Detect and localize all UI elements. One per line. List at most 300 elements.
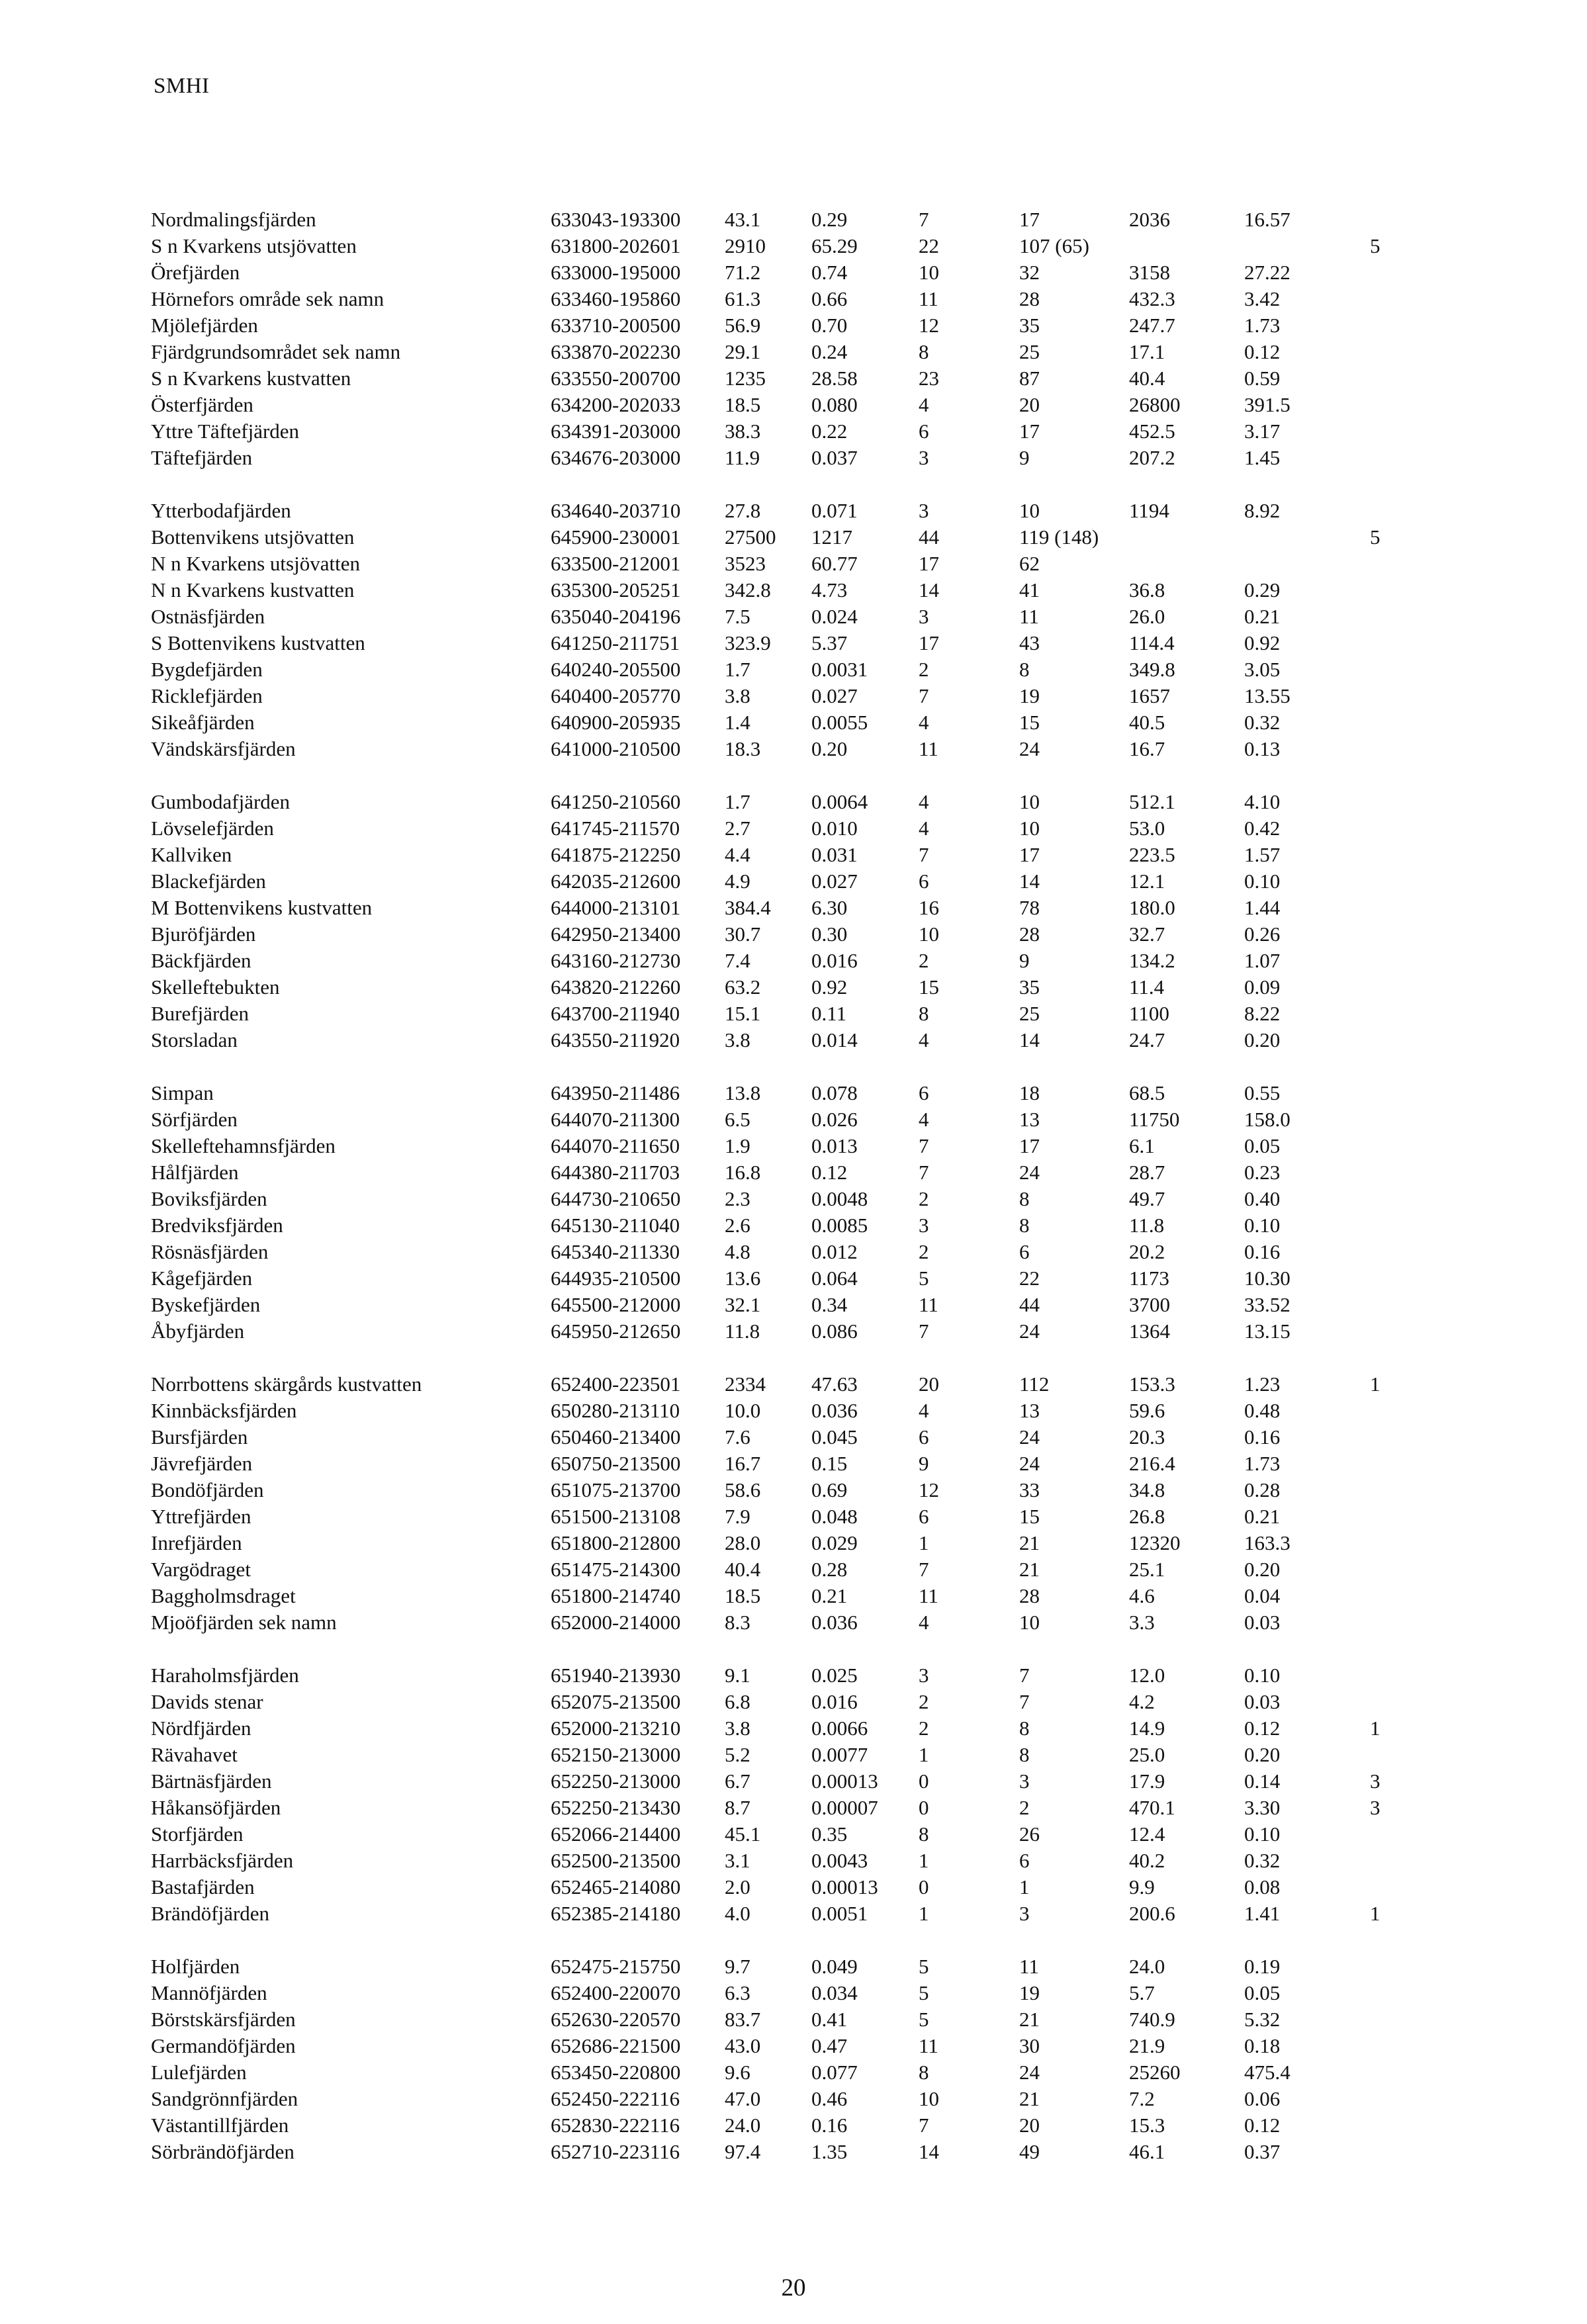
value-d-cell: 87 [1019, 367, 1040, 390]
table-row [0, 1848, 1587, 1874]
coordinate-code-cell: 652475-215750 [551, 1955, 681, 1978]
value-c-cell: 7 [919, 2114, 929, 2137]
value-e-cell: 180.0 [1129, 896, 1175, 919]
value-a-cell: 32.1 [725, 1293, 761, 1316]
value-b-cell: 0.037 [811, 446, 858, 469]
coordinate-code-cell: 645500-212000 [551, 1293, 681, 1316]
value-e-cell: 24.7 [1129, 1028, 1165, 1051]
water-name-cell: Sörfjärden [151, 1108, 238, 1131]
value-c-cell: 16 [919, 896, 939, 919]
value-f-cell: 0.10 [1244, 870, 1281, 893]
value-c-cell: 11 [919, 1293, 938, 1316]
value-d-cell: 10 [1019, 1611, 1040, 1634]
value-e-cell: 34.8 [1129, 1478, 1165, 1501]
water-name-cell: Börstskärsfjärden [151, 2008, 296, 2031]
table-row [0, 1265, 1587, 1292]
value-d-cell: 3 [1019, 1902, 1030, 1925]
value-b-cell: 0.70 [811, 314, 848, 337]
value-f-cell: 10.30 [1244, 1267, 1291, 1290]
value-a-cell: 18.5 [725, 393, 761, 416]
value-f-cell: 1.73 [1244, 1452, 1281, 1475]
value-a-cell: 16.7 [725, 1452, 761, 1475]
value-e-cell: 247.7 [1129, 314, 1175, 337]
value-c-cell: 8 [919, 1822, 929, 1846]
water-name-cell: Örefjärden [151, 261, 240, 284]
value-f-cell: 391.5 [1244, 393, 1291, 416]
coordinate-code-cell: 645900-230001 [551, 525, 681, 549]
value-d-cell: 9 [1019, 949, 1030, 972]
value-d-cell: 24 [1019, 1319, 1040, 1343]
water-name-cell: Brändöfjärden [151, 1902, 270, 1925]
value-f-cell: 0.12 [1244, 340, 1281, 363]
coordinate-code-cell: 634640-203710 [551, 499, 681, 522]
table-row [0, 1186, 1587, 1212]
coordinate-code-cell: 652686-221500 [551, 2034, 681, 2057]
value-b-cell: 0.012 [811, 1240, 858, 1263]
value-d-cell: 21 [1019, 1531, 1040, 1554]
value-e-cell: 6.1 [1129, 1134, 1155, 1157]
value-b-cell: 0.00007 [811, 1796, 878, 1819]
value-b-cell: 0.016 [811, 949, 858, 972]
table-row [0, 1953, 1587, 1980]
value-d-cell: 15 [1019, 711, 1040, 734]
coordinate-code-cell: 652385-214180 [551, 1902, 681, 1925]
value-b-cell: 0.024 [811, 605, 858, 628]
value-a-cell: 3523 [725, 552, 766, 575]
coordinate-code-cell: 641250-211751 [551, 631, 680, 654]
value-b-cell: 0.014 [811, 1028, 858, 1051]
table-row [0, 339, 1587, 365]
value-b-cell: 1.35 [811, 2140, 848, 2163]
coordinate-code-cell: 634676-203000 [551, 446, 681, 469]
coordinate-code-cell: 651075-213700 [551, 1478, 681, 1501]
coordinate-code-cell: 651800-212800 [551, 1531, 681, 1554]
coordinate-code-cell: 635300-205251 [551, 578, 681, 602]
value-e-cell: 12.1 [1129, 870, 1165, 893]
value-c-cell: 3 [919, 605, 929, 628]
value-c-cell: 7 [919, 1558, 929, 1581]
water-name-cell: Davids stenar [151, 1690, 263, 1713]
value-e-cell: 200.6 [1129, 1902, 1175, 1925]
table-group [0, 1371, 1587, 1636]
value-e-cell: 28.7 [1129, 1161, 1165, 1184]
coordinate-code-cell: 635040-204196 [551, 605, 681, 628]
water-name-cell: Kallviken [151, 843, 232, 866]
table-row [0, 1662, 1587, 1689]
water-name-cell: Sikeåfjärden [151, 711, 255, 734]
table-row [0, 2059, 1587, 2086]
value-a-cell: 63.2 [725, 975, 761, 999]
coordinate-code-cell: 645950-212650 [551, 1319, 681, 1343]
coordinate-code-cell: 640900-205935 [551, 711, 681, 734]
value-b-cell: 60.77 [811, 552, 858, 575]
value-e-cell: 40.4 [1129, 367, 1165, 390]
value-b-cell: 0.078 [811, 1081, 858, 1104]
value-c-cell: 4 [919, 1611, 929, 1634]
value-f-cell: 33.52 [1244, 1293, 1291, 1316]
value-e-cell: 12320 [1129, 1531, 1181, 1554]
value-e-cell: 432.3 [1129, 287, 1175, 310]
value-f-cell: 0.12 [1244, 1717, 1281, 1740]
value-f-cell: 0.55 [1244, 1081, 1281, 1104]
value-e-cell: 512.1 [1129, 790, 1175, 813]
water-name-cell: Rösnäsfjärden [151, 1240, 269, 1263]
value-a-cell: 2.0 [725, 1875, 750, 1899]
coordinate-code-cell: 633710-200500 [551, 314, 681, 337]
value-a-cell: 18.5 [725, 1584, 761, 1607]
coordinate-code-cell: 652150-213000 [551, 1743, 681, 1766]
table-row [0, 630, 1587, 656]
coordinate-code-cell: 643820-212260 [551, 975, 681, 999]
value-c-cell: 10 [919, 261, 939, 284]
value-e-cell: 134.2 [1129, 949, 1175, 972]
table-row [0, 1689, 1587, 1715]
coordinate-code-cell: 650460-213400 [551, 1425, 681, 1449]
page-number: 20 [781, 2274, 806, 2302]
coordinate-code-cell: 652830-222116 [551, 2114, 680, 2137]
value-a-cell: 16.8 [725, 1161, 761, 1184]
value-a-cell: 9.7 [725, 1955, 750, 1978]
value-f-cell: 1.44 [1244, 896, 1281, 919]
value-f-cell: 1.45 [1244, 446, 1281, 469]
value-b-cell: 0.30 [811, 922, 848, 946]
value-e-cell: 114.4 [1129, 631, 1175, 654]
value-d-cell: 78 [1019, 896, 1040, 919]
value-c-cell: 12 [919, 314, 939, 337]
value-a-cell: 83.7 [725, 2008, 761, 2031]
value-d-cell: 8 [1019, 1214, 1030, 1237]
value-d-cell: 19 [1019, 684, 1040, 707]
table-row [0, 259, 1587, 286]
value-c-cell: 2 [919, 658, 929, 681]
value-a-cell: 47.0 [725, 2087, 761, 2110]
value-b-cell: 0.00013 [811, 1769, 878, 1793]
value-b-cell: 0.12 [811, 1161, 848, 1184]
value-d-cell: 62 [1019, 552, 1040, 575]
value-b-cell: 0.010 [811, 817, 858, 840]
value-c-cell: 0 [919, 1796, 929, 1819]
table-row [0, 1027, 1587, 1053]
value-e-cell: 25260 [1129, 2061, 1181, 2084]
value-b-cell: 5.37 [811, 631, 848, 654]
value-d-cell: 17 [1019, 1134, 1040, 1157]
water-name-cell: Ostnäsfjärden [151, 605, 265, 628]
value-d-cell: 24 [1019, 1452, 1040, 1475]
value-a-cell: 45.1 [725, 1822, 761, 1846]
water-name-cell: Bärtnäsfjärden [151, 1769, 272, 1793]
value-c-cell: 6 [919, 1425, 929, 1449]
value-c-cell: 2 [919, 1240, 929, 1263]
table-row [0, 1503, 1587, 1530]
value-f-cell: 3.05 [1244, 658, 1281, 681]
table-row [0, 1556, 1587, 1583]
water-name-cell: Haraholmsfjärden [151, 1664, 299, 1687]
value-e-cell: 1194 [1129, 499, 1169, 522]
table-row [0, 1768, 1587, 1795]
value-e-cell: 20.2 [1129, 1240, 1165, 1263]
value-b-cell: 0.0064 [811, 790, 868, 813]
value-d-cell: 22 [1019, 1267, 1040, 1290]
value-c-cell: 1 [919, 1531, 929, 1554]
value-c-cell: 7 [919, 1134, 929, 1157]
value-a-cell: 384.4 [725, 896, 771, 919]
value-d-cell: 20 [1019, 2114, 1040, 2137]
table-row [0, 2086, 1587, 2112]
coordinate-code-cell: 641875-212250 [551, 843, 681, 866]
value-b-cell: 0.0077 [811, 1743, 868, 1766]
value-f-cell: 0.10 [1244, 1822, 1281, 1846]
value-c-cell: 12 [919, 1478, 939, 1501]
value-f-cell: 0.13 [1244, 737, 1281, 760]
water-name-cell: Täftefjärden [151, 446, 253, 469]
table-row [0, 392, 1587, 418]
coordinate-code-cell: 634391-203000 [551, 420, 681, 443]
water-name-cell: Lövselefjärden [151, 817, 274, 840]
water-name-cell: Lulefjärden [151, 2061, 247, 2084]
water-name-cell: Boviksfjärden [151, 1187, 267, 1210]
value-b-cell: 4.73 [811, 578, 848, 602]
table-row [0, 1715, 1587, 1742]
coordinate-code-cell: 641000-210500 [551, 737, 681, 760]
table-row [0, 1212, 1587, 1239]
coordinate-code-cell: 645340-211330 [551, 1240, 680, 1263]
water-name-cell: Hörnefors område sek namn [151, 287, 385, 310]
value-e-cell: 68.5 [1129, 1081, 1165, 1104]
value-a-cell: 5.2 [725, 1743, 750, 1766]
value-d-cell: 10 [1019, 499, 1040, 522]
coordinate-code-cell: 651475-214300 [551, 1558, 681, 1581]
value-a-cell: 8.3 [725, 1611, 750, 1634]
table-row [0, 1821, 1587, 1848]
value-e-cell: 24.0 [1129, 1955, 1165, 1978]
value-c-cell: 10 [919, 922, 939, 946]
value-f-cell: 0.23 [1244, 1161, 1281, 1184]
value-f-cell: 0.21 [1244, 605, 1281, 628]
value-b-cell: 0.086 [811, 1319, 858, 1343]
table-row [0, 1451, 1587, 1477]
water-name-cell: Österfjärden [151, 393, 253, 416]
value-f-cell: 1.07 [1244, 949, 1281, 972]
value-a-cell: 43.0 [725, 2034, 761, 2057]
table-group [0, 1080, 1587, 1345]
coordinate-code-cell: 644070-211650 [551, 1134, 680, 1157]
value-d-cell: 18 [1019, 1081, 1040, 1104]
value-a-cell: 58.6 [725, 1478, 761, 1501]
coordinate-code-cell: 640400-205770 [551, 684, 681, 707]
coordinate-code-cell: 644000-213101 [551, 896, 681, 919]
value-c-cell: 2 [919, 1187, 929, 1210]
value-c-cell: 4 [919, 1108, 929, 1131]
value-a-cell: 43.1 [725, 208, 761, 231]
value-a-cell: 4.9 [725, 870, 750, 893]
table-row [0, 948, 1587, 974]
coordinate-code-cell: 640240-205500 [551, 658, 681, 681]
value-e-cell: 3158 [1129, 261, 1170, 284]
value-d-cell: 20 [1019, 393, 1040, 416]
value-a-cell: 8.7 [725, 1796, 750, 1819]
water-name-cell: S n Kvarkens kustvatten [151, 367, 351, 390]
water-name-cell: S n Kvarkens utsjövatten [151, 234, 357, 257]
value-f-cell: 0.59 [1244, 367, 1281, 390]
value-f-cell: 0.03 [1244, 1690, 1281, 1713]
value-d-cell: 15 [1019, 1505, 1040, 1528]
value-e-cell: 59.6 [1129, 1399, 1165, 1422]
value-f-cell: 0.21 [1244, 1505, 1281, 1528]
value-d-cell: 17 [1019, 420, 1040, 443]
value-f-cell: 0.18 [1244, 2034, 1281, 2057]
value-d-cell: 7 [1019, 1690, 1030, 1713]
coordinate-code-cell: 652000-214000 [551, 1611, 681, 1634]
value-b-cell: 0.045 [811, 1425, 858, 1449]
water-name-cell: Bursfjärden [151, 1425, 248, 1449]
note-value-cell: 5 [1370, 525, 1381, 549]
coordinate-code-cell: 652465-214080 [551, 1875, 681, 1899]
coordinate-code-cell: 652400-220070 [551, 1981, 681, 2004]
table-row [0, 2033, 1587, 2059]
water-name-cell: Bondöfjärden [151, 1478, 264, 1501]
value-e-cell: 32.7 [1129, 922, 1165, 946]
table-row [0, 498, 1587, 524]
value-e-cell: 26.8 [1129, 1505, 1165, 1528]
value-d-cell: 17 [1019, 843, 1040, 866]
table-row [0, 365, 1587, 392]
water-name-cell: Byskefjärden [151, 1293, 261, 1316]
value-a-cell: 7.5 [725, 605, 750, 628]
value-e-cell: 49.7 [1129, 1187, 1165, 1210]
value-a-cell: 4.0 [725, 1902, 750, 1925]
value-a-cell: 11.8 [725, 1319, 760, 1343]
value-f-cell: 0.03 [1244, 1611, 1281, 1634]
value-c-cell: 3 [919, 1214, 929, 1237]
value-b-cell: 0.0051 [811, 1902, 868, 1925]
value-e-cell: 11.4 [1129, 975, 1165, 999]
value-d-cell: 11 [1019, 605, 1039, 628]
value-d-cell: 9 [1019, 446, 1030, 469]
value-d-cell: 21 [1019, 1558, 1040, 1581]
value-c-cell: 1 [919, 1902, 929, 1925]
value-a-cell: 30.7 [725, 922, 761, 946]
table-row [0, 2112, 1587, 2139]
value-c-cell: 9 [919, 1452, 929, 1475]
value-e-cell: 3700 [1129, 1293, 1170, 1316]
value-a-cell: 1.7 [725, 658, 750, 681]
value-a-cell: 2.6 [725, 1214, 750, 1237]
value-e-cell: 11750 [1129, 1108, 1180, 1131]
value-a-cell: 342.8 [725, 578, 771, 602]
value-d-cell: 119 (148) [1019, 525, 1099, 549]
water-name-cell: Blackefjärden [151, 870, 266, 893]
value-a-cell: 7.4 [725, 949, 750, 972]
value-c-cell: 15 [919, 975, 939, 999]
coordinate-code-cell: 643160-212730 [551, 949, 681, 972]
value-b-cell: 0.22 [811, 420, 848, 443]
table-row [0, 921, 1587, 948]
value-b-cell: 0.21 [811, 1584, 848, 1607]
coordinate-code-cell: 651940-213930 [551, 1664, 681, 1687]
value-a-cell: 1.7 [725, 790, 750, 813]
table-row [0, 418, 1587, 445]
table-row [0, 1424, 1587, 1451]
table-row [0, 1239, 1587, 1265]
value-b-cell: 0.029 [811, 1531, 858, 1554]
value-c-cell: 4 [919, 817, 929, 840]
value-a-cell: 9.1 [725, 1664, 750, 1687]
water-name-cell: Gumbodafjärden [151, 790, 291, 813]
value-d-cell: 35 [1019, 314, 1040, 337]
value-b-cell: 0.34 [811, 1293, 848, 1316]
value-b-cell: 0.16 [811, 2114, 848, 2137]
value-b-cell: 0.064 [811, 1267, 858, 1290]
value-f-cell: 1.41 [1244, 1902, 1281, 1925]
value-b-cell: 0.41 [811, 2008, 848, 2031]
value-c-cell: 11 [919, 737, 938, 760]
value-e-cell: 4.2 [1129, 1690, 1155, 1713]
water-name-cell: Yttrefjärden [151, 1505, 251, 1528]
water-name-cell: Storfjärden [151, 1822, 244, 1846]
value-f-cell: 0.29 [1244, 578, 1281, 602]
coordinate-code-cell: 633870-202230 [551, 340, 681, 363]
value-a-cell: 97.4 [725, 2140, 761, 2163]
value-b-cell: 0.034 [811, 1981, 858, 2004]
value-d-cell: 25 [1019, 1002, 1040, 1025]
value-d-cell: 25 [1019, 340, 1040, 363]
water-name-cell: Rävahavet [151, 1743, 238, 1766]
value-d-cell: 28 [1019, 1584, 1040, 1607]
water-name-cell: Simpan [151, 1081, 214, 1104]
value-c-cell: 8 [919, 2061, 929, 2084]
table-row [0, 815, 1587, 842]
coordinate-code-cell: 652000-213210 [551, 1717, 681, 1740]
value-b-cell: 0.46 [811, 2087, 848, 2110]
value-d-cell: 11 [1019, 1955, 1039, 1978]
value-f-cell: 0.16 [1244, 1240, 1281, 1263]
coordinate-code-cell: 641745-211570 [551, 817, 680, 840]
value-b-cell: 0.20 [811, 737, 848, 760]
water-name-cell: Harrbäcksfjärden [151, 1849, 294, 1872]
value-e-cell: 25.0 [1129, 1743, 1165, 1766]
water-name-cell: Nordmalingsfjärden [151, 208, 316, 231]
value-b-cell: 0.15 [811, 1452, 848, 1475]
value-d-cell: 24 [1019, 1161, 1040, 1184]
table-row [0, 683, 1587, 709]
value-d-cell: 3 [1019, 1769, 1030, 1793]
water-name-cell: Kinnbäcksfjärden [151, 1399, 297, 1422]
water-name-cell: Skelleftebukten [151, 975, 280, 999]
water-name-cell: Jävrefjärden [151, 1452, 253, 1475]
value-d-cell: 41 [1019, 578, 1040, 602]
value-a-cell: 27.8 [725, 499, 761, 522]
water-name-cell: Kågefjärden [151, 1267, 253, 1290]
coordinate-code-cell: 633500-212001 [551, 552, 681, 575]
note-value-cell: 3 [1370, 1796, 1381, 1819]
value-f-cell: 0.37 [1244, 2140, 1281, 2163]
water-name-cell: Sörbrändöfjärden [151, 2140, 295, 2163]
value-f-cell: 0.26 [1244, 922, 1281, 946]
water-name-cell: Vändskärsfjärden [151, 737, 296, 760]
coordinate-code-cell: 644730-210650 [551, 1187, 681, 1210]
value-b-cell: 0.036 [811, 1399, 858, 1422]
table-row [0, 1318, 1587, 1345]
note-value-cell: 1 [1370, 1717, 1381, 1740]
value-b-cell: 0.0085 [811, 1214, 868, 1237]
table-row [0, 1900, 1587, 1927]
value-d-cell: 17 [1019, 208, 1040, 231]
value-a-cell: 56.9 [725, 314, 761, 337]
value-d-cell: 30 [1019, 2034, 1040, 2057]
value-f-cell: 475.4 [1244, 2061, 1291, 2084]
value-f-cell: 0.19 [1244, 1955, 1281, 1978]
value-a-cell: 1.4 [725, 711, 750, 734]
